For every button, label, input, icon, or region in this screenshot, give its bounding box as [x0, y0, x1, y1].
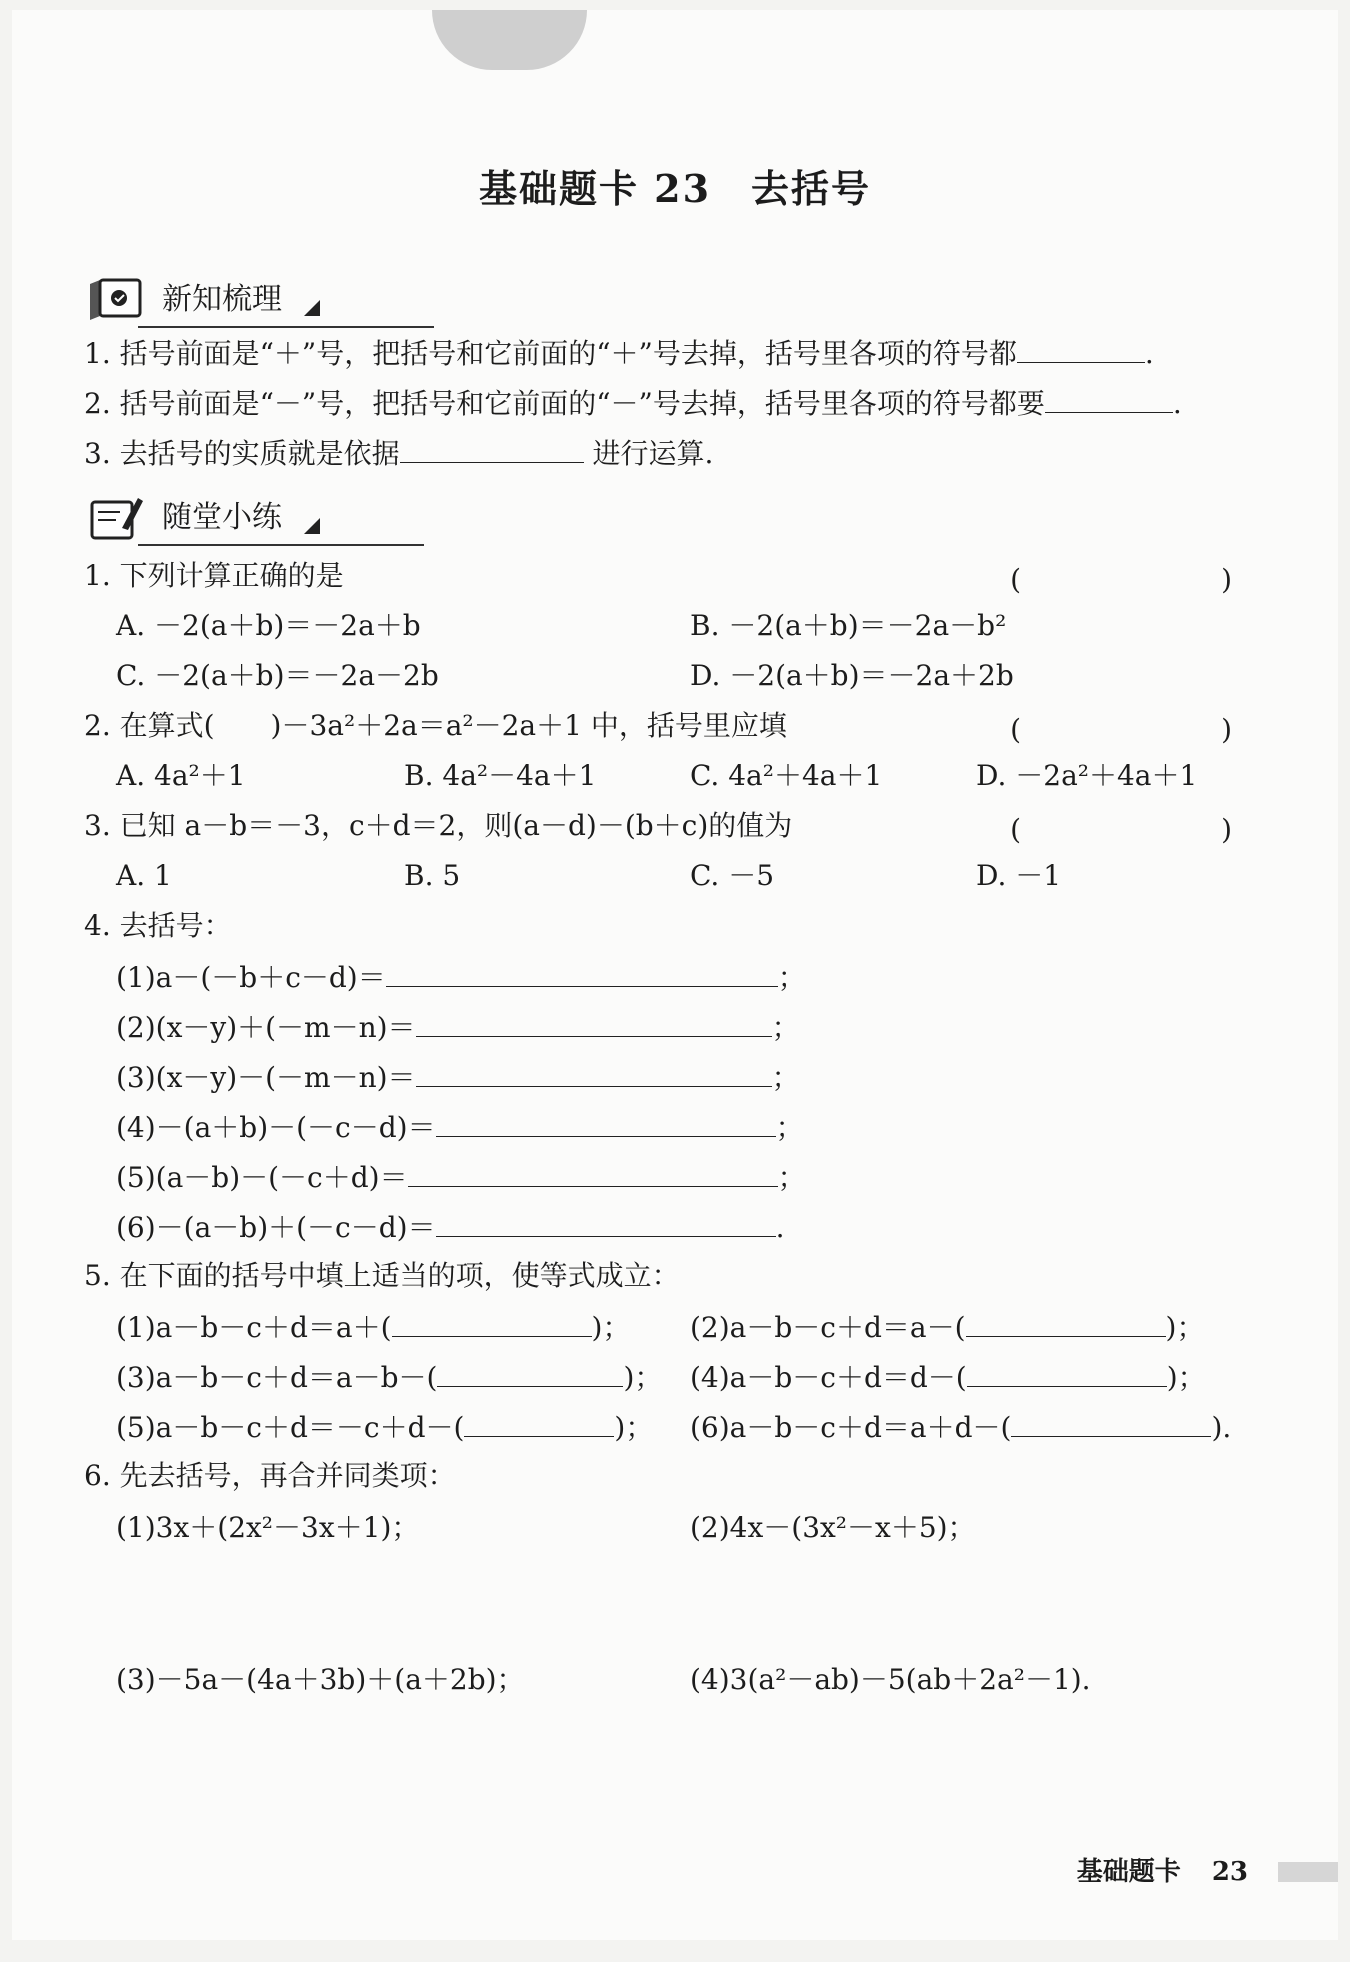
answer-paren[interactable]: ( ) — [1010, 713, 1280, 746]
question-4-item-4: (4)－(a＋b)－(－c－d)＝ ； — [116, 1108, 804, 1146]
answer-blank[interactable] — [437, 1358, 623, 1387]
question-6-part-3: (3)－5a－(4a＋3b)＋(a＋2b)； — [116, 1663, 525, 1696]
answer-paren[interactable]: ( ) — [1010, 813, 1280, 846]
question-3-stem: 3. 已知 a－b＝－3，c＋d＝2，则(a－d)－(b＋c)的值为 — [84, 809, 793, 842]
question-4-item-5: (5)(a－b)－(－c＋d)＝ ； — [116, 1158, 806, 1196]
question-6-stem: 6. 先去括号，再合并同类项： — [84, 1459, 456, 1492]
question-4-item-1: (1)a－(－b＋c－d)＝ ； — [116, 958, 806, 996]
answer-blank[interactable] — [416, 1008, 772, 1037]
question-5-item-5: (5)a－b－c＋d＝－c＋d－( )； — [116, 1408, 653, 1446]
section-label: 随堂小练 — [162, 500, 282, 535]
question-5-item-6: (6)a－b－c＋d＝a＋d－( ). — [690, 1408, 1231, 1446]
worksheet-page — [12, 10, 1338, 1940]
knowledge-item-2: 2. 括号前面是“－”号，把括号和它前面的“－”号去掉，括号里各项的符号都要 . — [84, 384, 1182, 422]
footer-label: 基础题卡 — [1076, 1857, 1181, 1887]
footer-bar — [1278, 1862, 1338, 1882]
section-header-practice — [86, 490, 320, 542]
answer-blank[interactable] — [464, 1408, 614, 1437]
triangle-marker-icon — [304, 300, 320, 316]
section-underline — [138, 544, 424, 546]
answer-blank[interactable] — [408, 1158, 778, 1187]
knowledge-item-3: 3. 去括号的实质就是依据 进行运算. — [84, 434, 713, 472]
question-5-item-2: (2)a－b－c＋d＝a－( )； — [690, 1308, 1204, 1346]
question-4-item-2: (2)(x－y)＋(－m－n)＝ ； — [116, 1008, 800, 1046]
page-tab-shade — [432, 10, 587, 70]
question-3-option-a[interactable]: A. 1 — [116, 859, 172, 892]
question-1-option-d[interactable]: D. －2(a＋b)＝－2a＋2b — [690, 659, 1014, 692]
answer-blank[interactable] — [400, 434, 584, 463]
book-icon — [86, 274, 146, 324]
question-5-item-1: (1)a－b－c＋d＝a＋( )； — [116, 1308, 630, 1346]
question-6-part-4: (4)3(a²－ab)－5(ab＋2a²－1). — [690, 1663, 1091, 1696]
question-3-option-c[interactable]: C. －5 — [690, 859, 775, 892]
question-3-option-b[interactable]: B. 5 — [404, 859, 461, 892]
question-2-option-c[interactable]: C. 4a²＋4a＋1 — [690, 759, 883, 792]
question-3-option-d[interactable]: D. －1 — [976, 859, 1062, 892]
triangle-marker-icon — [304, 518, 320, 534]
question-2-option-a[interactable]: A. 4a²＋1 — [116, 759, 246, 792]
answer-blank[interactable] — [416, 1058, 772, 1087]
question-5-stem: 5. 在下面的括号中填上适当的项，使等式成立： — [84, 1259, 680, 1292]
page-title: 基础题卡 23 去括号 — [478, 166, 872, 211]
answer-paren[interactable]: ( ) — [1010, 563, 1280, 596]
question-1-option-c[interactable]: C. －2(a＋b)＝－2a－2b — [116, 659, 439, 692]
page-number: 23 — [1211, 1857, 1248, 1887]
answer-blank[interactable] — [1045, 384, 1173, 413]
question-1-option-a[interactable]: A. －2(a＋b)＝－2a＋b — [116, 609, 421, 642]
answer-blank[interactable] — [1017, 334, 1145, 363]
question-2-option-d[interactable]: D. －2a²＋4a＋1 — [976, 759, 1198, 792]
question-5-item-4: (4)a－b－c＋d＝d－( )； — [690, 1358, 1206, 1396]
question-1-stem: 1. 下列计算正确的是 — [84, 559, 344, 592]
question-2-option-b[interactable]: B. 4a²－4a＋1 — [404, 759, 597, 792]
answer-blank[interactable] — [966, 1308, 1166, 1337]
page-footer — [1077, 1851, 1248, 1888]
question-4-item-6: (6)－(a－b)＋(－c－d)＝ . — [116, 1208, 785, 1246]
question-4-stem: 4. 去括号： — [84, 909, 232, 942]
answer-blank[interactable] — [436, 1208, 776, 1237]
answer-blank[interactable] — [392, 1308, 592, 1337]
answer-blank[interactable] — [1011, 1408, 1211, 1437]
section-underline — [138, 326, 434, 328]
question-4-item-3: (3)(x－y)－(－m－n)＝ ； — [116, 1058, 800, 1096]
knowledge-item-1: 1. 括号前面是“＋”号，把括号和它前面的“＋”号去掉，括号里各项的符号都 . — [84, 334, 1154, 372]
question-1-option-b[interactable]: B. －2(a＋b)＝－2a－b² — [690, 609, 1007, 642]
question-6-part-1: (1)3x＋(2x²－3x＋1)； — [116, 1511, 420, 1544]
answer-blank[interactable] — [386, 958, 778, 987]
question-6-part-2: (2)4x－(3x²－x＋5)； — [690, 1511, 976, 1544]
answer-blank[interactable] — [436, 1108, 776, 1137]
question-5-item-3: (3)a－b－c＋d＝a－b－( )； — [116, 1358, 662, 1396]
notepad-pen-icon — [86, 492, 146, 542]
section-header-new-knowledge — [86, 272, 320, 324]
section-label: 新知梳理 — [162, 282, 282, 317]
question-2-stem: 2. 在算式( )－3a²＋2a＝a²－2a＋1 中，括号里应填 — [84, 709, 787, 742]
answer-blank[interactable] — [967, 1358, 1167, 1387]
